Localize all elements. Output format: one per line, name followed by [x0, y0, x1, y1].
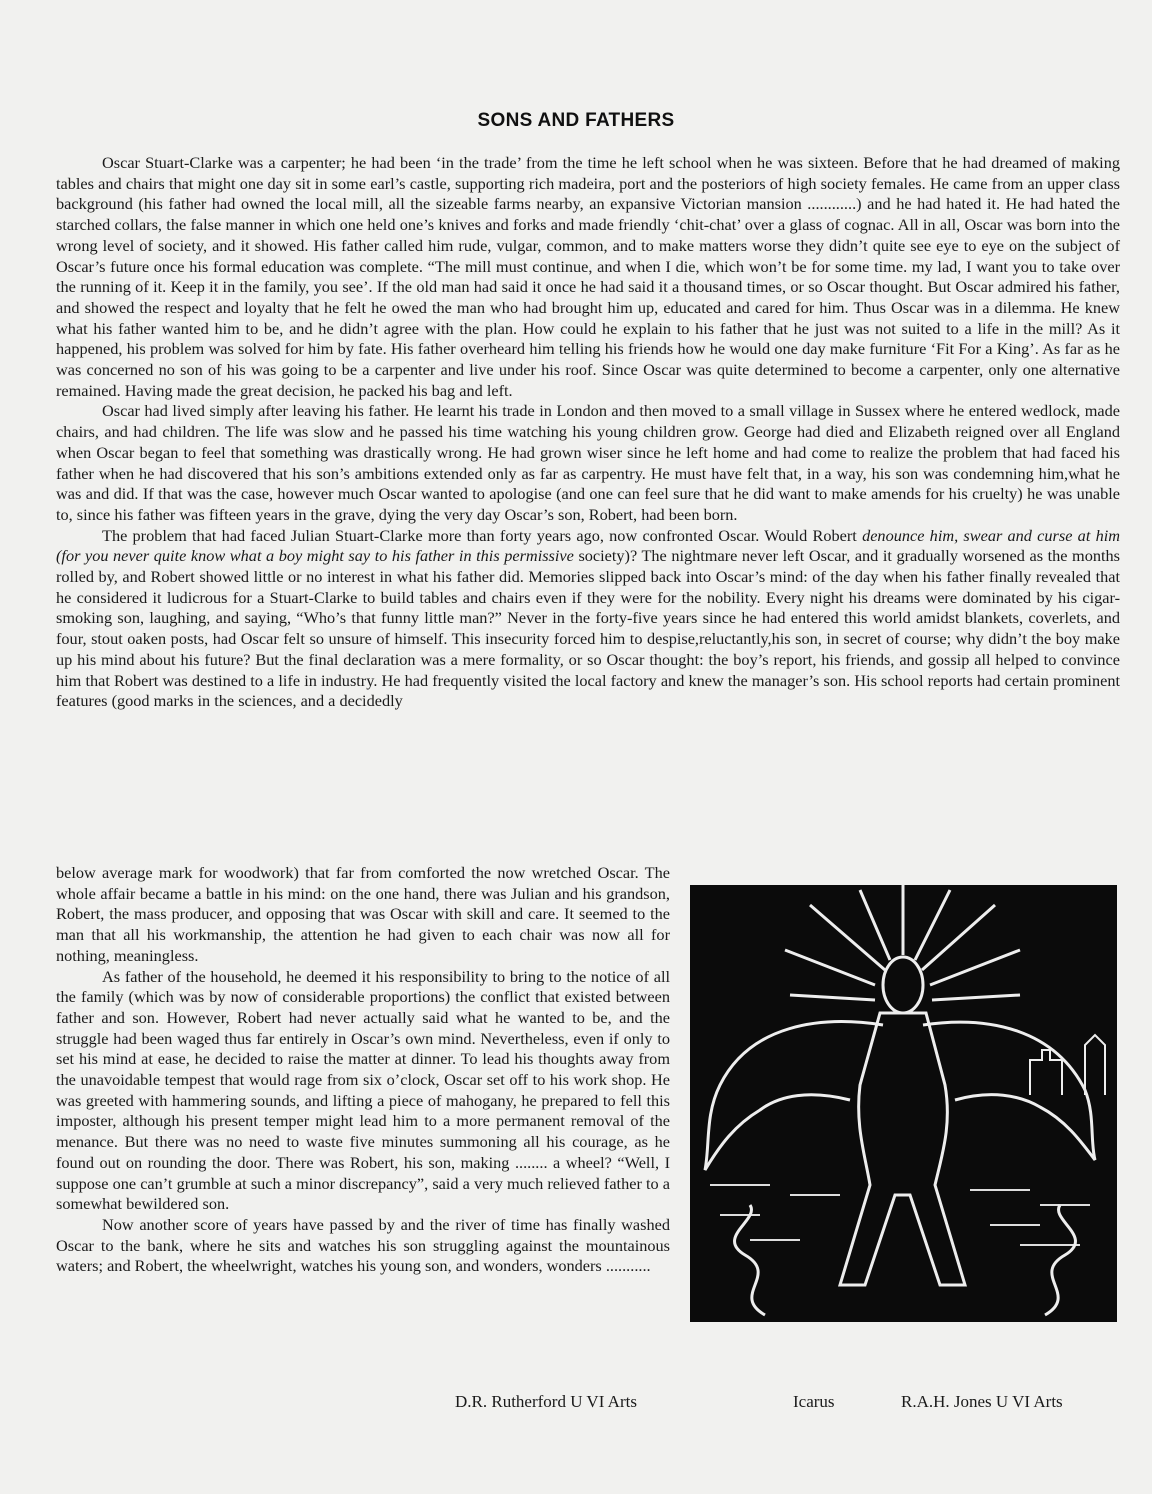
illustration-caption: Icarus	[793, 1392, 835, 1411]
author-credit: D.R. Rutherford U VI Arts	[455, 1392, 637, 1411]
article-title: SONS AND FATHERS	[477, 110, 675, 131]
paragraph-3-rest: society)? The nightmare never left Oscar, and it gradually worsened as the months rolled by, and Robert showed little or no interest in what his father did. Memories slipped back into Oscar’s mind: of the day when his father finally revealed that he considered it ludicrous for a Stuart-Clarke to build tables and chairs even if they were for the nobility. Every night his dreams were dominated by his cigar-smoking son, laughing, and saying, “Who’s that funny little man?” Never in the forty-five years since he had entered this world amidst blankets, coverlets, and four, stout oaken posts, had Oscar felt so unsure of himself. This insecurity forced him to despise,reluctantly,his son, in secret of course; why didn’t the boy make up his mind about his future? But the final declaration was a mere formality, or so Oscar thought: the boy’s report, his friends, and gossip all helped to convince him that Robert was destined to a life in industry. He had frequently visited the local factory and knew the manager’s son. His school reports had certain prominent features (good marks in the sciences, and a decidedly	[56, 546, 1120, 711]
article-body-top	[56, 153, 1120, 712]
paragraph-1: Oscar Stuart-Clarke was a carpenter; he had been ‘in the trade’ from the time he left school when he was sixteen. Before that he had dreamed of making tables and chairs that might one day sit in some earl’s castle, supporting rich madeira, port and the posteriors of high society females. He came from an upper class background (his father had owned the local mill, all the sizeable farms nearby, an expansive Victorian mansion ............) and he had hated it. He had hated the starched collars, the false manner in which one held one’s knives and forks and made friendly ‘chit-chat’ over a glass of cognac. All in all, Oscar was born into the wrong level of society, and it showed. His father called him rude, vulgar, common, and to make matters worse they didn’t quite see eye to eye on the subject of Oscar’s future once his formal education was complete. “The mill must continue, and when I die, which won’t be for some time. my lad, I want you to take over the running of it. Keep it in the family, you see’. If the old man had said it once he had said it a thousand times, or so Oscar thought. But Oscar admired his father, and showed the respect and loyalty that he felt he owed the man who had brought him up, educated and cared for him. Thus Oscar was in a dilemma. He knew what his father wanted him to be, and he didn’t agree with the plan. How could he explain to his father that he just was not suited to a life in the mill? As it happened, his problem was solved for him by fate. His father overheard him telling his friends how he would one day make furniture ‘Fit For a King’. As far as he was concerned no son of his was going to be a carpenter and live under his roof. Since Oscar was quite determined to become a carpenter, only one alternative remained. Having made the great decision, he packed his bag and left.	[56, 153, 1120, 400]
paragraph-3-italic: denounce him, swear and curse at him (for you never quite know what a boy might say to his father in this permissive	[56, 525, 1120, 566]
paragraph-3-start: The problem that had faced Julian Stuart-Clarke more than forty years ago, now confronted Oscar. Would Robert	[102, 525, 857, 545]
artist-credit: R.A.H. Jones U VI Arts	[901, 1392, 1063, 1411]
paragraph-5: Now another score of years have passed by and the river of time has finally washed Oscar to the bank, where he sits and watches his son struggling against the mountainous waters; and Robert, the wheelwright, watches his young son, and wonders, wonders ...........	[56, 1214, 670, 1276]
paragraph-4: As father of the household, he deemed it his responsibility to bring to the notice of all the family (which was by now of considerable proportions) the conflict that existed between father and son. However, Robert had never actually said what he wanted to be, and the struggle had been waged thus far entirely in Oscar’s own mind. Nevertheless, even if only to set his mind at ease, he decided to raise the matter at dinner. To lead his thoughts away from the unavoidable tempest that would rage from six o’clock, Oscar set off to his work shop. He was greeted with hammering sounds, and lifting a piece of mahogany, he prepared to fell this imposter, although his present temper might lead him to a more permanent removal of the menance. But there was no need to waste five minutes summoning all his courage, as he found out on rounding the door. There was Robert, his son, making ........ a wheel? “Well, I suppose one can’t grumble at such a minor discrepancy”, said a very much relieved father to a somewhat bewildered son.	[56, 966, 670, 1214]
icarus-linocut	[690, 885, 1117, 1322]
paragraph-3-continued: below average mark for woodwork) that far from comforted the now wretched Oscar. The whole affair became a battle in his mind: on the one hand, there was Julian and his grandson, Robert, the mass producer, and opposing that was Oscar with skill and care. It seemed to the man that all his workmanship, the attention he had given to each chair was now all for nothing, meaningless.	[56, 863, 670, 965]
article-body-left	[56, 863, 670, 1277]
icarus-illustration	[690, 885, 1117, 1322]
paragraph-3	[56, 526, 1120, 712]
paragraph-2: Oscar had lived simply after leaving his father. He learnt his trade in London and then moved to a small village in Sussex where he entered wedlock, made chairs, and had children. The life was slow and he passed his time watching his young children grow. George had died and Elizabeth reigned over all England when Oscar began to feel that something was drastically wrong. He had grown wiser since he left home and had come to realize the problem that had faced his father when he had discovered that his son’s ambitions extended only as far as carpentry. He must have felt that, in a way, his son was condemning him,what he was and did. If that was the case, however much Oscar wanted to apologise (and one can feel sure that he did want to make amends for his cruelty) he was unable to, since his father was fifteen years in the grave, dying the very day Oscar’s son, Robert, had been born.	[56, 401, 1120, 524]
